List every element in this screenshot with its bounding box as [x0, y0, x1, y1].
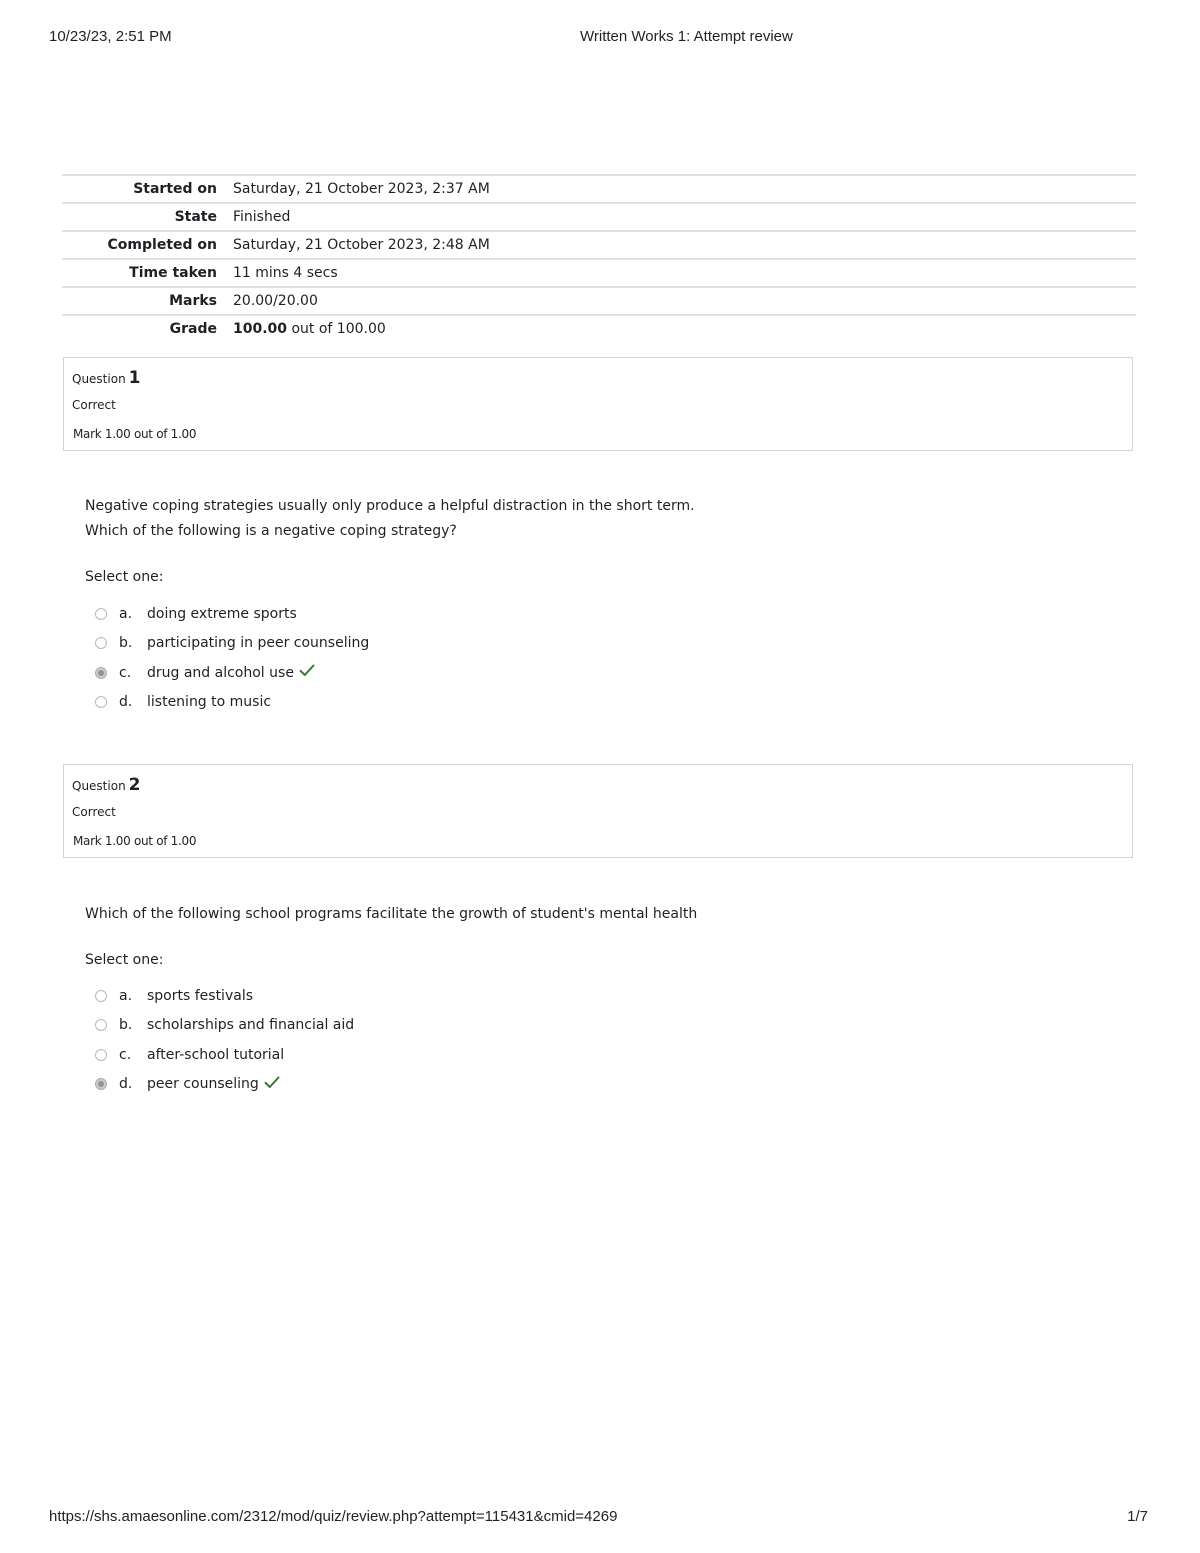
answer-text: sports festivals	[147, 987, 253, 1004]
summary-value: Finished	[233, 209, 291, 225]
answer-letter: c.	[119, 664, 132, 681]
print-date: 10/23/23, 2:51 PM	[49, 28, 172, 45]
question-info-2	[63, 764, 1133, 858]
question-label: Question	[72, 779, 126, 793]
summary-label: Started on	[133, 181, 217, 197]
question-text-line: Which of the following school programs facilitate the growth of student's mental health	[85, 906, 698, 922]
summary-label: Marks	[169, 293, 217, 309]
answer-list-2	[94, 981, 694, 1099]
radio-button[interactable]	[95, 696, 107, 708]
summary-value: Saturday, 21 October 2023, 2:37 AM	[233, 181, 490, 197]
radio-button[interactable]	[95, 1049, 107, 1061]
question-text-line: Which of the following is a negative coping strategy?	[85, 523, 457, 539]
select-one-prompt: Select one:	[85, 952, 164, 968]
summary-value	[233, 321, 386, 337]
question-grade: Mark 1.00 out of 1.00	[73, 834, 197, 848]
print-header	[0, 28, 1200, 48]
question-number-value: 1	[128, 368, 141, 388]
question-state: Correct	[72, 398, 116, 412]
answer-text: peer counseling	[147, 1076, 259, 1093]
radio-button[interactable]	[95, 637, 107, 649]
answer-option[interactable]	[94, 629, 694, 659]
answer-option[interactable]	[94, 658, 694, 688]
document-title: Written Works 1: Attempt review	[580, 28, 793, 45]
question-info-1	[63, 357, 1133, 451]
answer-option[interactable]	[94, 981, 694, 1011]
summary-row-time-taken	[62, 258, 1136, 286]
answer-letter: b.	[119, 1017, 133, 1034]
summary-label: Completed on	[107, 237, 217, 253]
answer-letter: b.	[119, 635, 133, 652]
page-url: https://shs.amaesonline.com/2312/mod/quiz/review.php?attempt=115431&cmid=4269	[49, 1508, 618, 1525]
answer-text: doing extreme sports	[147, 605, 297, 622]
answer-letter: a.	[119, 987, 133, 1004]
radio-button[interactable]	[95, 608, 107, 620]
summary-row-grade	[62, 314, 1136, 342]
summary-row-started	[62, 174, 1136, 202]
question-text-1	[85, 494, 695, 544]
answer-option[interactable]	[94, 599, 694, 629]
question-state: Correct	[72, 805, 116, 819]
answer-letter: c.	[119, 1046, 132, 1063]
answer-text: participating in peer counseling	[147, 635, 370, 652]
answer-option[interactable]	[94, 1070, 694, 1100]
summary-row-marks	[62, 286, 1136, 314]
answer-option[interactable]	[94, 1040, 694, 1070]
page-number: 1/7	[1127, 1508, 1148, 1525]
answer-letter: d.	[119, 1076, 133, 1093]
summary-label: Time taken	[129, 265, 217, 281]
summary-value: 11 mins 4 secs	[233, 265, 338, 281]
answer-text: after-school tutorial	[147, 1046, 285, 1063]
radio-button-selected[interactable]	[95, 667, 107, 679]
question-grade: Mark 1.00 out of 1.00	[73, 427, 197, 441]
question-text-2	[85, 902, 697, 927]
check-icon	[299, 664, 315, 681]
answer-list-1	[94, 599, 694, 717]
radio-button[interactable]	[95, 990, 107, 1002]
grade-out-of: out of 100.00	[287, 321, 386, 337]
answer-option[interactable]	[94, 688, 694, 718]
summary-value: 20.00/20.00	[233, 293, 318, 309]
summary-label: Grade	[169, 321, 217, 337]
answer-text: scholarships and financial aid	[147, 1017, 355, 1034]
attempt-summary-table	[62, 174, 1136, 342]
summary-label: State	[174, 209, 217, 225]
summary-value: Saturday, 21 October 2023, 2:48 AM	[233, 237, 490, 253]
answer-text: listening to music	[147, 694, 272, 711]
question-number-value: 2	[128, 775, 141, 795]
answer-letter: d.	[119, 694, 133, 711]
select-one-prompt: Select one:	[85, 569, 164, 585]
print-footer	[0, 1508, 1200, 1528]
radio-button-selected[interactable]	[95, 1078, 107, 1090]
answer-text: drug and alcohol use	[147, 664, 294, 681]
check-icon	[264, 1076, 280, 1093]
answer-letter: a.	[119, 605, 133, 622]
summary-row-completed	[62, 230, 1136, 258]
question-label: Question	[72, 372, 126, 386]
radio-button[interactable]	[95, 1019, 107, 1031]
summary-row-state	[62, 202, 1136, 230]
question-text-line: Negative coping strategies usually only produce a helpful distraction in the short term.	[85, 498, 695, 514]
grade-value: 100.00	[233, 321, 288, 337]
answer-option[interactable]	[94, 1011, 694, 1041]
question-number	[72, 368, 141, 388]
question-number	[72, 775, 141, 795]
